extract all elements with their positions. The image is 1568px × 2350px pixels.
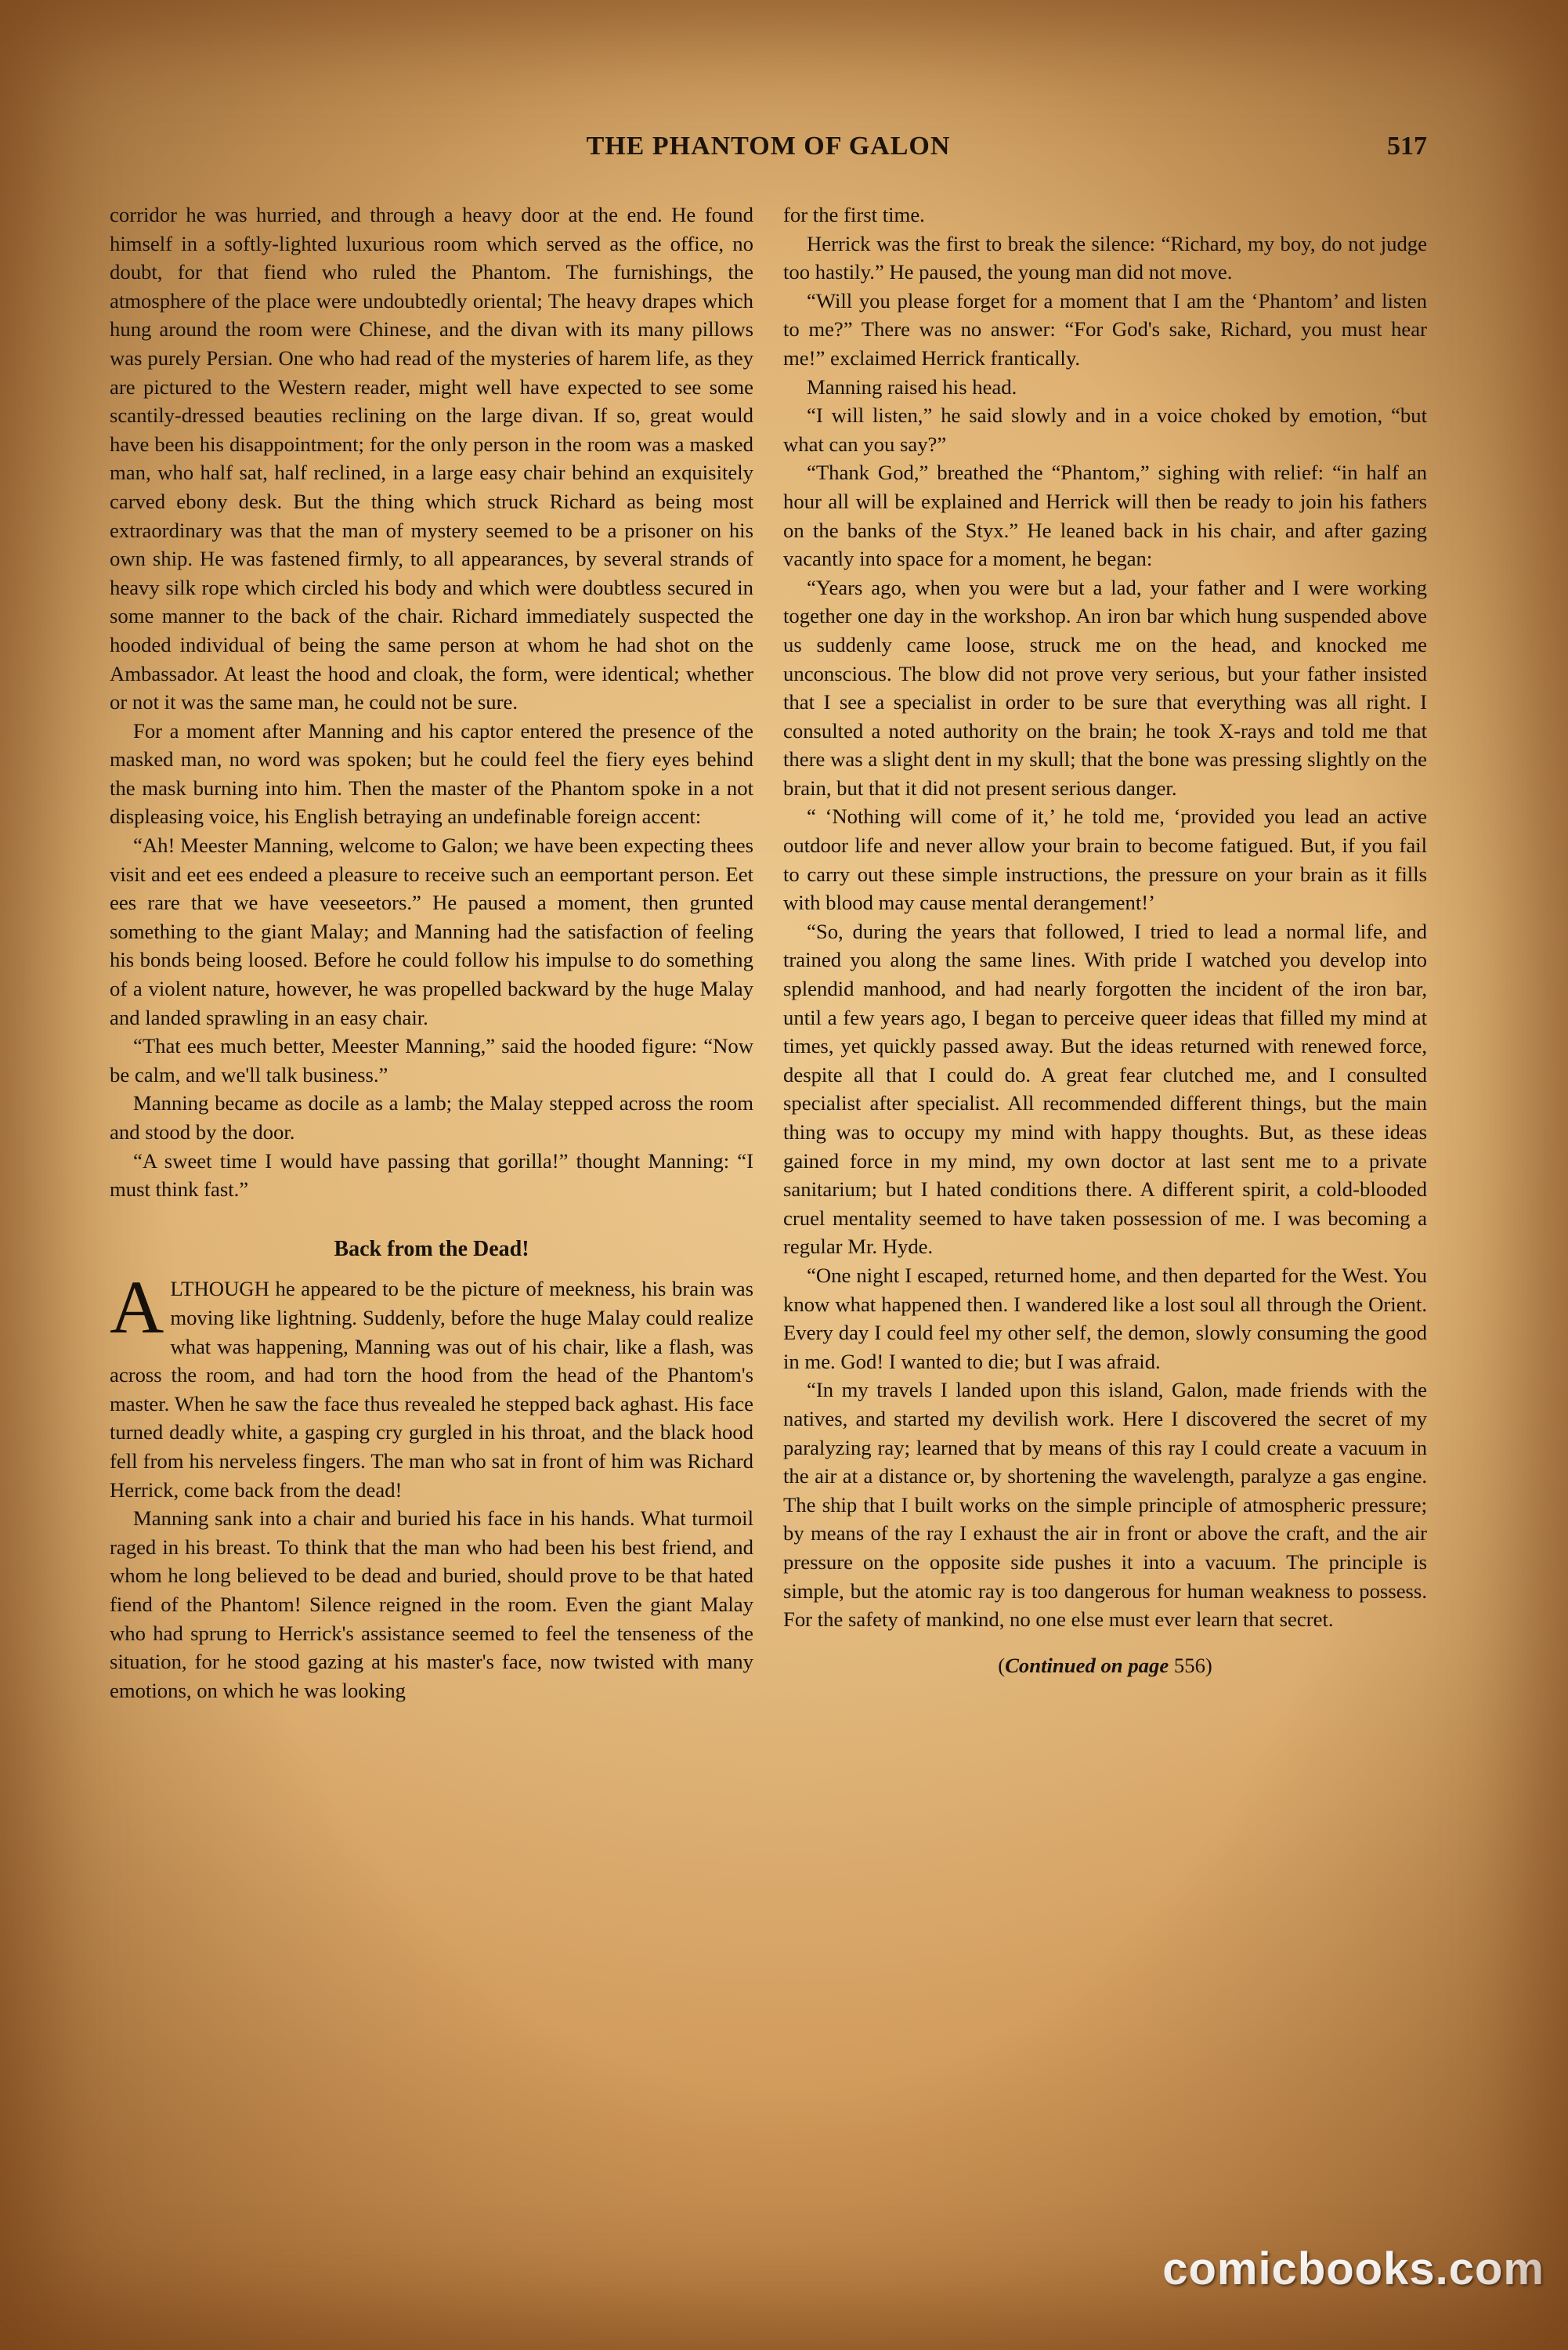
paragraph: for the first time. (783, 203, 925, 226)
right-column (783, 201, 1427, 2112)
continued-label: Continued on page (1005, 1653, 1169, 1677)
drop-cap: A (110, 1265, 164, 1350)
paragraph: Manning sank into a chair and buried his face in his hands. What turmoil raged in his breast. To think that the man who had been his best friend, and whom he long believed to be dead and buried, should prove to be that hated fiend of the Phantom! Silence reigned in the room. Even the giant Malay who had sprung to Herrick's assistance seemed to feel the tenseness of the situation, for he stood gazing at his master's face, now twisted with many emotions, on which he was looking (110, 1506, 753, 1702)
paragraph: Herrick was the first to break the silence: “Richard, my boy, do not judge too hastily.” He paused, the young man did not move. (783, 231, 1427, 284)
paragraph: “In my travels I landed upon this island, Galon, made friends with the natives, and started my devilish work. Here I discovered the secret of my paralyzing ray; learned that by means of this ray I could create a vacuum in the air at a distance or, by shortening the wavelength, paralyze a gas engine. The ship that I built works on the simple principle of atmospheric pressure; by means of the ray I exhaust the air in front or above the craft, and the air pressure on the opposite side pushes it into a vacuum. The principle is simple, but the atomic ray is too dangerous for human weakness to possess. For the safety of mankind, no one else must ever learn that secret. (783, 1378, 1427, 1632)
continued-note (783, 1651, 1427, 1680)
paragraph-text: LTHOUGH he appeared to be the picture of meekness, his brain was moving like lightning. Suddenly, before the huge Malay could realize what was happening, Manning was out of his chair, like a flash, was across the room, and had torn the hood from the head of the Phantom's master. When he saw the face thus revealed he stepped back aghast. His face turned deadly white, a gasping cry gurgled in his throat, and the black hood fell from his nerveless fingers. The man who sat in front of him was Richard Herrick, come back from the dead! (110, 1277, 753, 1502)
paragraph: “So, during the years that followed, I tried to lead a normal life, and trained you along the same lines. With pride I watched you develop into splendid manhood, and had nearly forgotten the incident of the iron bar, until a few years ago, I began to perceive queer ideas that filled my mind at times, yet quickly passed away. But the ideas returned with renewed force, despite all that I could do. A great fear clutched me, and I consulted specialist after specialist. All recommended different things, but the main thing was to occupy my mind with happy thoughts. But, as these ideas gained force in my mind, my own doctor at last sent me to a private sanitarium; but I hated conditions there. A different spirit, a cold-blooded cruel mentality seemed to have taken possession of me. I was becoming a regular Mr. Hyde. (783, 919, 1427, 1259)
continued-page: 556) (1169, 1653, 1212, 1677)
paragraph: “Years ago, when you were but a lad, your father and I were working together one day in the workshop. An iron bar which hung suspended above us suddenly came loose, struck me on the head, and knocked me unconscious. The blow did not prove very serious, but your father insisted that I see a specialist in order to be sure that everything was all right. I consulted a noted authority on the brain; he took X-rays and told me that there was a slight dent in my skull; that the bone was pressing slightly on the brain, but that it did not present serious danger. (783, 575, 1427, 800)
paragraph: For a moment after Manning and his captor entered the presence of the masked man, no word was spoken; but he could feel the fiery eyes behind the mask burning into him. Then the master of the Phantom spoke in a not displeasing voice, his English betraying an undefinable foreign accent: (110, 718, 753, 829)
running-title: THE PHANTOM OF GALON (586, 132, 951, 161)
page-number: 517 (1387, 132, 1427, 161)
section-heading: Back from the Dead! (334, 1236, 529, 1261)
left-column (110, 201, 753, 2112)
watermark: comicbooks.com (1162, 2243, 1545, 2294)
paragraph: “Thank God,” breathed the “Phantom,” sighing with relief: “in half an hour all will be explained and Herrick will then be ready to join his fathers on the banks of the Styx.” He leaned back in his chair, and after gazing vacantly into space for a moment, he began: (783, 461, 1427, 571)
paragraph: Manning became as docile as a lamb; the Malay stepped across the room and stood by the door. (110, 1091, 753, 1144)
paragraph: “A sweet time I would have passing that gorilla!” thought Manning: “I must think fast.” (110, 1148, 753, 1202)
paragraph: “That ees much better, Meester Manning,” said the hooded figure: “Now be calm, and we'll talk business.” (110, 1034, 753, 1086)
continued-open: ( (998, 1653, 1006, 1677)
paragraph-with-drop-cap (110, 1265, 753, 1504)
paragraph: “One night I escaped, returned home, and then departed for the West. You know what happened then. I wandered like a lost soul all through the Orient. Every day I could feel my other self, the demon, slowly consuming the good in me. God! I wanted to die; but I was afraid. (783, 1263, 1427, 1373)
paragraph: Manning raised his head. (807, 374, 1017, 399)
paragraph: “ ‘Nothing will come of it,’ he told me, ‘provided you lead an active outdoor life and never allow your brain to become fatigued. But, if you fail to carry out these simple instructions, the pressure on your brain as it fills with blood may cause mental derangement!’ (783, 804, 1427, 915)
paragraph: corridor he was hurried, and through a heavy door at the end. He found himself in a softly-lighted luxurious room which served as the office, no doubt, for that fiend who ruled the Phantom. The furnishings, the atmosphere of the place were undoubtedly oriental; The heavy drapes which hung around the room were Chinese, and the divan with its many pillows was purely Persian. One who had read of the mysteries of harem life, as they are pictured to the Western reader, might well have expected to see some scantily-dressed beauties reclining on the large divan. If so, great would have been his disappointment; for the only person in the room was a masked man, who half sat, half reclined, in a large easy chair behind an exquisitely carved ebony desk. But the thing which struck Richard as being most extraordinary was that the man of mystery seemed to be a prisoner on his own ship. He was fastened firmly, to all appearances, by several strands of heavy silk rope which circled his body and which were doubtless secured in some manner to the back of the chair. Richard immediately suspected the hooded individual of being the same person at whom he had shot on the Ambassador. At least the hood and cloak, the form, were identical; whether or not it was the same man, he could not be sure. (110, 203, 753, 714)
paragraph: “Ah! Meester Manning, welcome to Galon; we have been expecting thees visit and eet ees endeed a pleasure to receive such an eemportant person. Eet ees rare that we have veeseetors.” He paused a moment, then grunted something to the giant Malay; and Manning had the satisfaction of feeling his bonds being loosed. Before he could follow his impulse to do something of a violent nature, however, he was propelled backward by the huge Malay and landed sprawling in an easy chair. (110, 833, 753, 1029)
paragraph: “I will listen,” he said slowly and in a voice choked by emotion, “but what can you say?” (783, 403, 1427, 456)
page-header (110, 132, 1427, 179)
paragraph: “Will you please forget for a moment that I am the ‘Phantom’ and listen to me?” There was no answer: “For God's sake, Richard, you must hear me!” exclaimed Herrick frantically. (783, 288, 1427, 370)
